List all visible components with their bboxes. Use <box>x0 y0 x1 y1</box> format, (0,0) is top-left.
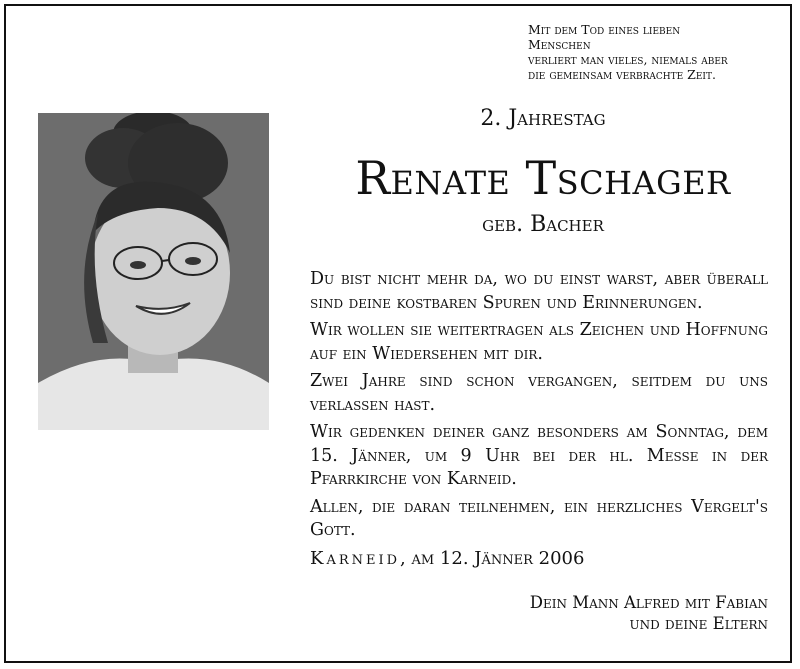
place-date-line <box>310 548 584 569</box>
motto-line: Mit dem Tod eines lieben <box>528 22 681 37</box>
portrait-photo-illustration <box>38 113 269 430</box>
signature-line: und deine Eltern <box>629 614 768 633</box>
notice-paragraph: Wir wollen sie weitertragen als Zeichen und Hoffnung auf ein Wiedersehen mit dir. <box>310 320 768 364</box>
motto-line: die gemeinsam verbrachte Zeit. <box>528 67 716 82</box>
maiden-name: geb. Bacher <box>482 212 604 237</box>
notice-paragraph: Zwei Jahre sind schon vergangen, seitdem du uns verlassen hast. <box>310 371 768 415</box>
notice-text <box>310 268 768 547</box>
place-name: Karneid <box>310 548 401 569</box>
motto-quote <box>528 22 783 82</box>
portrait-photo <box>38 113 269 430</box>
deceased-name: Renate Tschager <box>355 151 731 205</box>
notice-paragraph: Du bist nicht mehr da, wo du einst warst, aber überall sind deine kostbaren Spuren und Erinnerungen. <box>310 269 768 313</box>
notice-paragraph: Allen, die daran teilnehmen, ein herzliches Vergelt's Gott. <box>310 496 768 540</box>
motto-line: Menschen <box>528 37 591 52</box>
motto-line: verliert man vieles, niemals aber <box>528 52 728 67</box>
signature-line: Dein Mann Alfred mit Fabian <box>529 593 768 612</box>
notice-paragraph: Wir gedenken deiner ganz besonders am Sonntag, dem 15. Jänner, um 9 Uhr bei der hl. Messe in der Pfarrkirche von Karneid. <box>310 422 768 489</box>
anniversary-heading: 2. Jahrestag <box>480 106 606 131</box>
date-text: , am 12. Jänner 2006 <box>400 548 585 569</box>
signature-block <box>530 592 768 634</box>
